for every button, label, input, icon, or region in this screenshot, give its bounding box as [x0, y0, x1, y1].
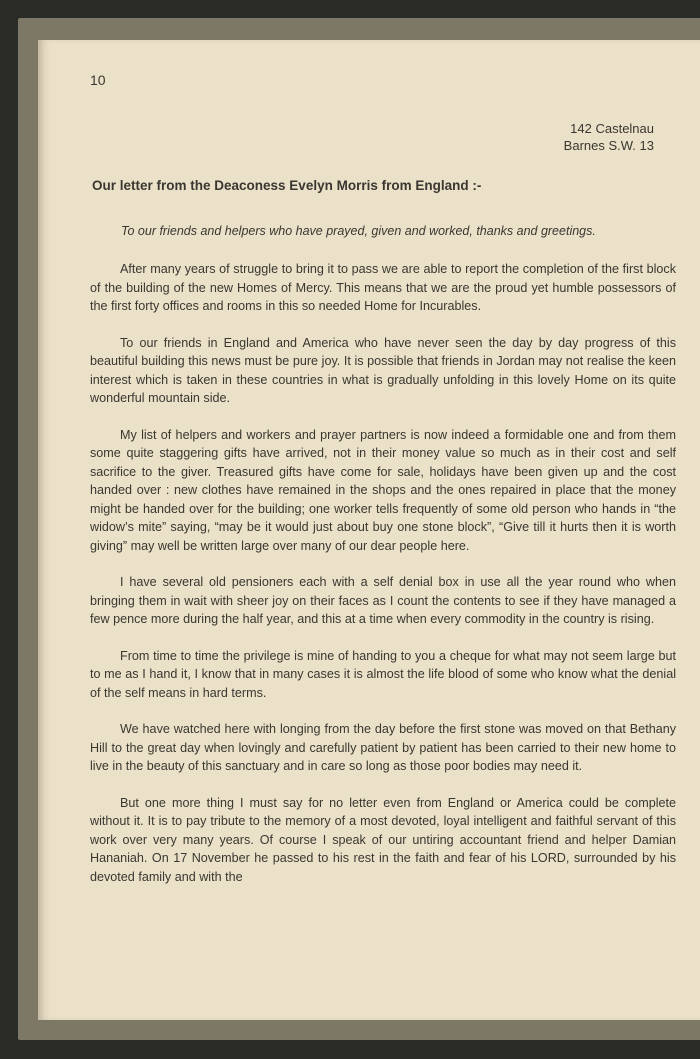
- page-number: 10: [90, 72, 106, 88]
- letter-greeting: To our friends and helpers who have prayed, given and worked, thanks and greetings.: [121, 224, 596, 238]
- paragraph: We have watched here with longing from the day before the first stone was moved on that Bethany Hill to the great day when lovingly and carefully patient by patient has been carried to their new home to live in the beauty of this sanctuary and in care so long as those poor bodies may need it.: [90, 722, 676, 773]
- document-page: [38, 40, 700, 1020]
- address-line-1: 142 Castelnau: [570, 121, 654, 136]
- paragraph: After many years of struggle to bring it to pass we are able to report the completion of the first block of the building of the new Homes of Mercy. This means that we are the proud yet humble possessors of the first forty offices and rooms in this so needed Home for Incurables.: [90, 262, 676, 313]
- letter-body: [90, 260, 676, 904]
- address-line-2: Barnes S.W. 13: [563, 138, 654, 153]
- paragraph: But one more thing I must say for no letter even from England or America could be complete without it. It is to pay tribute to the memory of a most devoted, loyal intelligent and faithful servant of this work over very many years. Of course I speak of our untiring accountant friend and helper Damian Hananiah. On 17 November he passed to his rest in the faith and fear of his LORD, surrounded by his devoted family and with the: [90, 795, 676, 884]
- paragraph: To our friends in England and America who have never seen the day by day progress of this beautiful building this news must be pure joy. It is possible that friends in Jordan may not realise the keen interest which is taken in these countries in what is gradually unfolding in this lovely Home on its quite wonderful mountain side.: [90, 335, 676, 405]
- letter-heading: Our letter from the Deaconess Evelyn Morris from England :-: [92, 178, 482, 193]
- paragraph: From time to time the privilege is mine of handing to you a cheque for what may not seem large but to me as I hand it, I know that in many cases it is almost the life blood of some who know what the denial of the self means in hard terms.: [90, 648, 676, 700]
- paragraph: I have several old pensioners each with a self denial box in use all the year round who when bringing them in wait with sheer joy on their faces as I count the contents to see if they have managed a few pence more during the half year, and this at a time when every commodity in the country is rising.: [90, 575, 676, 626]
- paragraph: My list of helpers and workers and prayer partners is now indeed a formidable one and from them some quite staggering gifts have arrived, not in their money value so much as in their cost and self sacrifice to the giver. Treasured gifts have come for sale, holidays have been given up and the cost handed over : new clothes have remained in the shops and the ones repaired in place that the money might be handed over for the building; one worker tells frequently of some old person who hands in “the widow’s mite” saying, “may be it would just about buy one stone block”, “Give till it hurts then it is worth giving” may well be written large over many of our dear people here.: [90, 427, 676, 553]
- sender-address: [564, 120, 654, 154]
